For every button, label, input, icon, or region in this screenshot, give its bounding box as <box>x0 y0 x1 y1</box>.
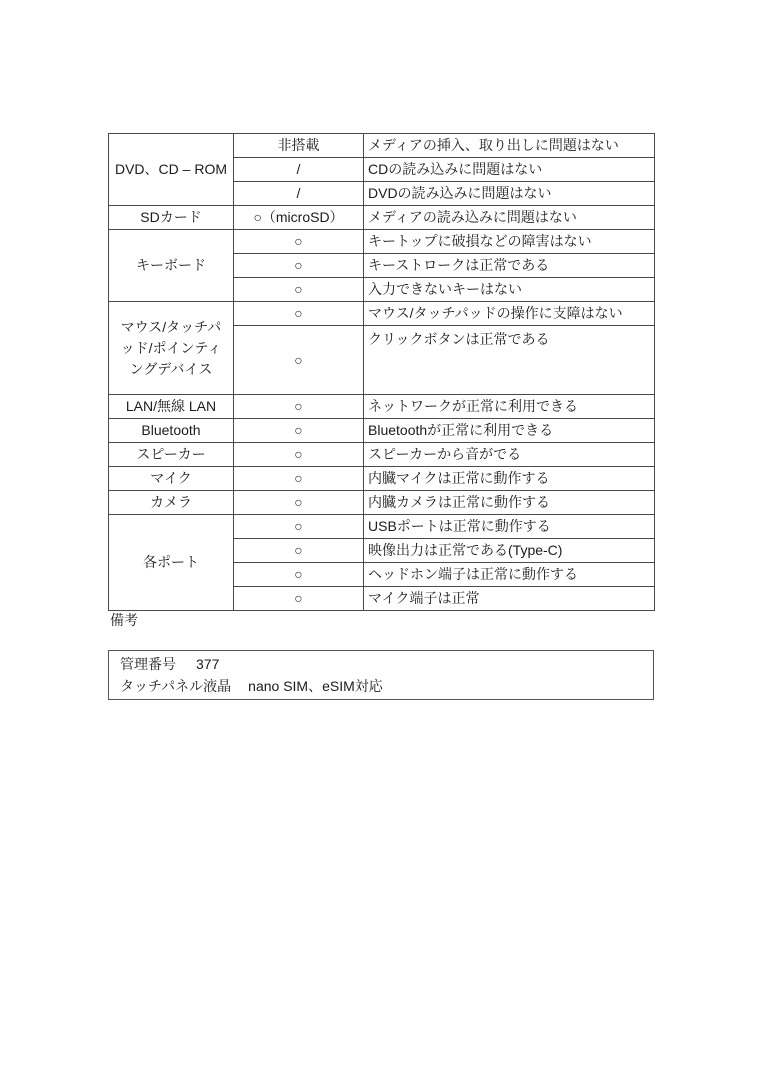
note-box <box>108 650 654 700</box>
status-cell: / <box>234 182 364 206</box>
spec-note-line <box>120 675 642 697</box>
status-cell: ○ <box>234 443 364 467</box>
table-row <box>109 467 655 491</box>
description-cell: 内臓マイクは正常に動作する <box>364 467 655 491</box>
description-cell: CDの読み込みに問題はない <box>364 158 655 182</box>
table-row <box>109 395 655 419</box>
description-cell: 映像出力は正常である(Type-C) <box>364 539 655 563</box>
status-cell: ○ <box>234 467 364 491</box>
device-label-cell: SDカード <box>109 206 234 230</box>
description-cell: DVDの読み込みに問題はない <box>364 182 655 206</box>
description-cell: Bluetoothが正常に利用できる <box>364 419 655 443</box>
status-cell: ○ <box>234 563 364 587</box>
table-row <box>109 443 655 467</box>
description-cell: キーストロークは正常である <box>364 254 655 278</box>
description-cell: マイク端子は正常 <box>364 587 655 611</box>
description-cell: 内臓カメラは正常に動作する <box>364 491 655 515</box>
spec-note-label: タッチパネル液晶 <box>120 678 232 694</box>
device-label-cell: Bluetooth <box>109 419 234 443</box>
device-label-cell: 各ポート <box>109 515 234 611</box>
status-cell: ○ <box>234 587 364 611</box>
description-cell: クリックボタンは正常である <box>364 326 655 395</box>
status-cell: ○ <box>234 278 364 302</box>
description-cell: USBポートは正常に動作する <box>364 515 655 539</box>
table-row <box>109 491 655 515</box>
description-cell: 入力できないキーはない <box>364 278 655 302</box>
description-cell: ネットワークが正常に利用できる <box>364 395 655 419</box>
management-number-line <box>120 653 642 675</box>
device-label-cell <box>109 302 234 395</box>
spec-note-value: nano SIM、eSIM対応 <box>248 678 383 694</box>
description-cell: メディアの挿入、取り出しに問題はない <box>364 134 655 158</box>
device-label-cell: マイク <box>109 467 234 491</box>
status-cell: ○ <box>234 395 364 419</box>
status-cell: ○ <box>234 254 364 278</box>
management-number-value: 377 <box>196 656 220 672</box>
description-cell: ヘッドホン端子は正常に動作する <box>364 563 655 587</box>
status-cell: ○ <box>234 539 364 563</box>
device-label-cell: カメラ <box>109 491 234 515</box>
management-number-label: 管理番号 <box>120 656 176 672</box>
table-row <box>109 134 655 158</box>
device-label-cell: DVD、CD – ROM <box>109 134 234 206</box>
status-cell: ○ <box>234 491 364 515</box>
status-cell: / <box>234 158 364 182</box>
table-row <box>109 419 655 443</box>
status-cell: ○ <box>234 302 364 326</box>
table-row <box>109 206 655 230</box>
table-row <box>109 515 655 539</box>
status-cell: 非搭載 <box>234 134 364 158</box>
status-cell: ○ <box>234 419 364 443</box>
status-cell: ○ <box>234 326 364 395</box>
description-cell: マウス/タッチパッドの操作に支障はない <box>364 302 655 326</box>
remarks-label: 備考 <box>110 612 138 628</box>
description-cell: メディアの読み込みに問題はない <box>364 206 655 230</box>
device-label-cell: キーボード <box>109 230 234 302</box>
table-row <box>109 230 655 254</box>
table-row <box>109 302 655 326</box>
status-cell: ○ <box>234 230 364 254</box>
hardware-check-table <box>108 133 655 611</box>
status-cell: ○ <box>234 515 364 539</box>
status-cell: ○（microSD） <box>234 206 364 230</box>
device-label-cell: LAN/無線 LAN <box>109 395 234 419</box>
description-cell: キートップに破損などの障害はない <box>364 230 655 254</box>
device-label-cell: スピーカー <box>109 443 234 467</box>
device-label-text: マウス/タッチパッド/ポインティングデバイス <box>120 318 222 377</box>
description-cell: スピーカーから音がでる <box>364 443 655 467</box>
